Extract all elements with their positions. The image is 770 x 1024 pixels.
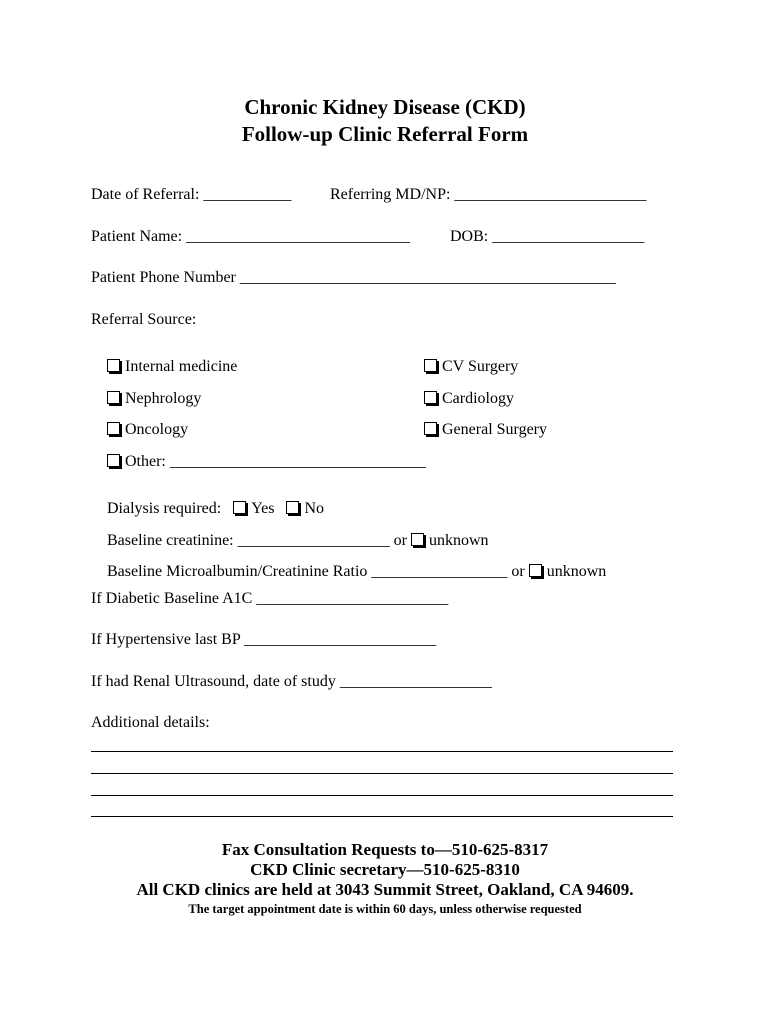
location-info: All CKD clinics are held at 3043 Summit Street, Oakland, CA 94609. [136, 880, 634, 899]
secretary-info: CKD Clinic secretary—510-625-8310 [250, 860, 520, 879]
option-general-surgery[interactable] [408, 400, 547, 460]
option-label: Other: ________________________________ [125, 453, 426, 470]
dialysis-no-label: No [304, 500, 325, 517]
a1c-field[interactable]: If Diabetic Baseline A1C ________________________ [91, 590, 449, 607]
additional-details-line[interactable] [91, 751, 673, 752]
dob-field[interactable]: DOB: ___________________ [450, 228, 645, 245]
baseline-creatinine-field[interactable]: Baseline creatinine: ___________________ or [107, 532, 407, 549]
option-label: Nephrology [125, 390, 202, 407]
option-label: Internal medicine [125, 358, 238, 375]
additional-details-line[interactable] [91, 773, 673, 774]
option-label: Cardiology [442, 390, 514, 407]
date-of-referral-field[interactable]: Date of Referral: ___________ [91, 186, 292, 203]
patient-phone-field[interactable]: Patient Phone Number _______________________________________________ [91, 269, 616, 286]
dialysis-label: Dialysis required: [107, 500, 222, 517]
unknown-label: unknown [428, 532, 489, 549]
checkbox-icon[interactable] [424, 422, 437, 435]
dialysis-yes-label: Yes [251, 500, 275, 517]
option-label: General Surgery [442, 421, 547, 438]
appointment-note: The target appointment date is within 60 days, unless otherwise requested [188, 902, 582, 916]
checkbox-icon[interactable] [529, 564, 542, 577]
title-line-1: Chronic Kidney Disease (CKD) [244, 95, 526, 119]
title-line-2: Follow-up Clinic Referral Form [241, 122, 529, 146]
bp-field[interactable]: If Hypertensive last BP ________________________ [91, 631, 437, 648]
referring-md-field[interactable]: Referring MD/NP: ________________________ [330, 186, 647, 203]
additional-details-line[interactable] [91, 816, 673, 817]
unknown-label: unknown [546, 563, 607, 580]
checkbox-icon[interactable] [107, 454, 120, 467]
baseline-micro-field[interactable]: Baseline Microalbumin/Creatinine Ratio _________________ or [107, 563, 525, 580]
form-title [0, 94, 770, 148]
additional-details-label: Additional details: [91, 714, 210, 731]
option-label: CV Surgery [442, 358, 519, 375]
referral-source-label: Referral Source: [91, 311, 197, 328]
option-label: Oncology [125, 421, 189, 438]
ultrasound-field[interactable]: If had Renal Ultrasound, date of study ___________________ [91, 673, 492, 690]
additional-details-line[interactable] [91, 795, 673, 796]
fax-info: Fax Consultation Requests to—510-625-8317 [221, 840, 549, 859]
patient-name-field[interactable]: Patient Name: ____________________________ [91, 228, 411, 245]
